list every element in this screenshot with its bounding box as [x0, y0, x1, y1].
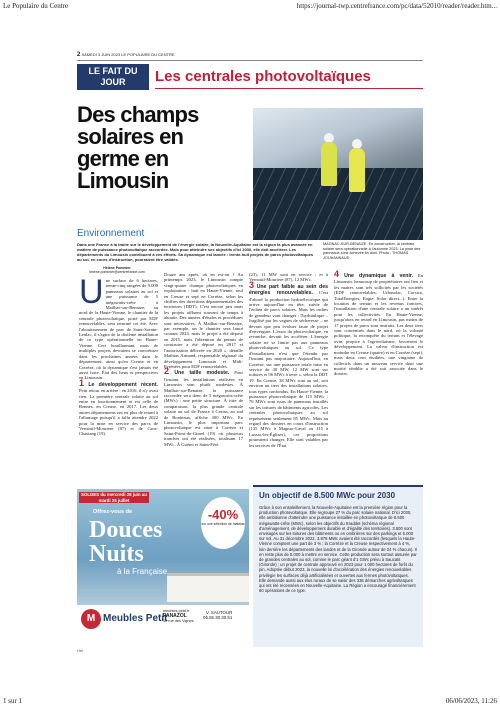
meubles-petit-logo-icon: M	[81, 609, 101, 629]
drop-cap: U	[79, 273, 104, 311]
col3-text: (23), 11 MW sont en service ; et à Vernouil-Mouriere (87), 12 MWc.	[249, 272, 328, 283]
kicker-box: LE FAIT DU JOUR	[77, 64, 149, 90]
worker-shape	[349, 148, 365, 192]
article-column-3: (23), 11 MW sont en service ; et à Vernouil-Mouriere (87), 12 MWc. 3 Une part faible au sein des énergies renouvelables. C'est d'abord la production hydroélectrique qui arrive aujourd'hui en tête, suivie de l'éolien de parcs solaires. Mais les ordres de grandeur vont changer : l'hydraulique – fragilisé par les vagues de sécheresse – ne devrait que peu évoluer faute de projet d'envergure. L'essor du photovoltaïque, en revanche, devrait les accélérer. L'énergie solaire ne se limite pas aux panneaux photovoltaïques au sol. Ce type d'installations n'est que l'étendu par l'instant pas majoritaire. Aujourd'hui, en Corrèze, sur une puissance totale mise en service de 40 MW, 12 MW sont sur toitures et 96 MWc à terre », selon la DDT 19. En Creuse, 38 MWc sont au sol, soit environ un tiers des installations solaires, tous types confondus. En Haute-Vienne, la puissance photovoltaïque de 115 MWc : 76 MWc sont issus de panneaux installés sur les toitures de bâtiments agricoles. Les centrales photovoltaïques au sol représentent seulement 85 MWc. Mais au regard des dossiers en cours d'instruction (135 MWc à Magnac-Laval ou 115 à Lussac-les-Églises), ces proportions pourraient changer. Elle sont valables par les services de l'État.	[249, 272, 328, 448]
ad-offer: Offrez-vous de	[93, 509, 133, 515]
col2-text: Douze ans après, où en est-on ? Au printemps 2023, le Limousin compte vingt-quatre champs photovoltaïques en exploitation : huit en Haute-Vienne, seul en Creuse et sept en Corrèze, selon les chiffres des directions départementales des territoires (DDT). C'est encore peu mais les projets affluent souvent de temps à aboutir. Des années d'études et procédures sont nécessaires. À Mailhac-sur-Benaize, par exemple, un le chantier sera lancé courant 2023, mais le projet a été déposé en 2015, mais l'obtention du permis de construire a été déposé en 2017 et l'autorisation délivrée en 2020 », détaille Mathias Armand, responsable régional du développement Limousin et Midi-Pyrénées pour EDF renouvelables.	[164, 272, 243, 369]
byline-email: helene.pommier@centrefrance.com	[89, 270, 145, 274]
ad-shop-address: 10 rue des Vignes	[163, 618, 194, 623]
ad-title-line1: Douces	[89, 517, 163, 543]
newspaper-page	[77, 52, 423, 652]
info-box-body: Grâce à son ensoleillement, la Nouvelle-Aquitaine est la première région pour la production photovoltaïque. Elle regroupe 27 % du parc solaire national. D'ici 2030, elle ambitionne d'atteindre une puissance installée en photovoltaïque de 8.500 mégawatts-crête (MWc), selon les objectifs du Sraddet (schéma régional d'aménagement, de développement durable et d'égalité des territoires). 3.500 sont envisagés sur les toitures des bâtiments ou en ombrières sur des parkings et 5.000 sur sol. Au 31 décembre 2022, 3.876 MWc avaient été raccordés (lesquels la Haute-Vienne comptent une part de 3 % ; la Corrèze et la Creuse respectivement à 4 %, loin derrière les départements des landes et de la Gironde autour de 24 % chacun). Il en reste plus de 5.000 à mettre en service. Cette production sera surtout assurée par de grandes centrales au sol, comme le parc géant d'1 GWc prévu à Saucats (Gironde) ; un projet de centrale approuvé en 2023 pour 1 000 hectares de forêt du pin. Adoptée début 2023, la nouvelle loi d'accélération des énergies renouvelables privilégie les surfaces déjà artificialisées et ouvertes aux fermes photovoltaïques. Elle demande aussi aux élus ruraux de se saisir des 336 démarches agrivoltaïques qui ont été recensées en Nouvelle-Aquitaine. La Région a encouragé financièrement 60 opérations de ce type.	[259, 505, 417, 594]
page-url[interactable]: https://journal-twp.centrefrance.com/pc/data/52010/reader/reader.htm...	[296, 2, 497, 10]
col2b-text: Pour l'instant, les installations réalisées en Limousin sont plutôt modestes. À Mailhac-sur-Benaize, la puissance raccordée sera donc de 5 mégawatts-crête (MWc) : une petite structure. À titre de comparaison, la plus grande centrale solaire au sol de France à Cestas, au sud de Bordeaux, affiche 300 MWc. En Limousin, le plus important parc photovoltaïque est situé à Corrèze et Saint-Priest-de-Gimel (19) où plusieurs tranches ont été réalisées, totalisant 17 MWc. À Guéret et Saint-Féol	[164, 370, 243, 447]
ad-site: meubles-petit.fr	[163, 609, 190, 613]
article-column-2: Douze ans après, où en est-on ? Au printemps 2023, le Limousin compte vingt-quatre champs photovoltaïques en exploitation : huit en Haute-Vienne, seul en Creuse et sept en Corrèze, selon les chiffres des directions départementales des territoires (DDT). C'est encore peu mais les projets affluent souvent de temps à aboutir. Des années d'études et procédures sont nécessaires. À Mailhac-sur-Benaize, par exemple, un le chantier sera lancé courant 2023, mais le projet a été déposé en 2015, mais l'obtention du permis de construire a été déposé en 2017 et l'autorisation délivrée en 2020 », détaille Mathias Armand, responsable régional du développement Limousin et Midi-Pyrénées pour EDF renouvelables. 2 Une taille modeste. Pour l'instant, les installations réalisées en Limousin sont plutôt modestes. À Mailhac-sur-Benaize, la puissance raccordée sera donc de 5 mégawatts-crête (MWc) : une petite structure. À titre de comparaison, la plus grande centrale solaire au sol de France à Cestas, au sud de Bordeaux, affiche 300 MWc. En Limousin, le plus important parc photovoltaïque est situé à Corrèze et Saint-Priest-de-Gimel (19) où plusieurs tranches ont été réalisées, totalisant 17 MWc. À Guéret et Saint-Féol	[164, 272, 243, 447]
folio-number: 2	[77, 52, 81, 58]
advertisement[interactable]	[77, 489, 249, 644]
ad-brand: Meubles Petit	[103, 613, 168, 624]
ad-title-line3: à la Française	[117, 567, 168, 576]
col4-text: En Limousin, beaucoup de propriétaires ont lieu et les maires sont très sollicités par les sociétés (EDF renouvelables, Urbasolar, Corsica, TotalEnergies, Engie, Solar direct...). Entre la location de terrain et les revenus fonciers, l'installation d'une centrale solaire a un intérêt pour les collectivités. En Haute-Vienne, jusqu'alors en retard en Limousin, pas moins de 17 projets de parcs sont instruits. Les deux tiers sont concentrés dans le nord, où la volonté politique, la reconquête du terrain et l'élevage ovin, propice à l'agrivoltaïsme, favorisent le développement. La valeur d'instruction est moindre en Creuse (quatre) et en Corrèze (sept), mais deux cent étudiées, une vingtaine de collectifs dans un nouveau service dont une moitié rétablie a été soit associée dans le dossier.	[334, 273, 423, 377]
subhead-3: Une part faible au sein des énergies renouvelables.	[249, 283, 328, 297]
page-note: Hbl	[77, 648, 84, 653]
ad-title-line2: Nuits	[89, 541, 144, 567]
folio-text: SAMEDI 3 JUIN 2023 LE POPULAIRE DU CENTRE	[81, 52, 175, 57]
ad-promo-badge	[201, 497, 245, 549]
article-column-4: 4 Une dynamique à venir. En Limousin, beaucoup de propriétaires ont lieu et les maires sont très sollicités par les sociétés (EDF renouvelables, Urbasolar, Corsica, TotalEnergies, Engie, Solar direct...). Entre la location de terrain et les revenus fonciers, l'installation d'une centrale solaire a un intérêt pour les collectivités. En Haute-Vienne, jusqu'alors en retard en Limousin, pas moins de 17 projets de parcs sont instruits. Les deux tiers sont concentrés dans le nord, où la volonté politique, la reconquête du terrain et l'élevage ovin, propice à l'agrivoltaïsme, favorisent le développement. La valeur d'instruction est moindre en Creuse (quatre) et en Corrèze (sept), mais deux cent étudiées, une vingtaine de collectifs dans un nouveau service dont une moitié rétablie a été soit associée dans le dossier.	[334, 269, 423, 377]
photo-caption: MAGNAC-SUR-BENAIZE. En construction, la centrale solaire sera opérationnelle à l'automne 2023. La pose des panneaux s'est achevée fin avril. Photo : THOMAS JOUHANNAUD	[323, 242, 421, 260]
ad-footer	[77, 605, 249, 644]
rubrique: Environnement	[77, 228, 145, 239]
subhead-2: Une taille modeste.	[174, 370, 230, 377]
article-column-1: U ne surface de 6 hectares, trente-cinq rangées de 9.000 panneaux solaires au sol et une puissance de 5 mégawatts-crête : à Mailhac-sur-Benaize, au nord de la Haute-Vienne, le chantier de la centrale photovoltaïque, porté par EDF renouvelables, sera terminé cet été. Avec l'aboutissement de parc de Saint-Sornin-Leulac, il s'agira de la dixième installation de ce type opérationnelle en Haute-Vienne. Ceci bouillonnant, mais de multiples projets devraient se concrétiser dans les prochaines années dans le département, ainsi qu'en Creuse et en Corrèze, où la dynamique s'est jamais été aussi forte. État des lieux et perspectives en Limousin. 1 Le développement récent. Petit retour en arrière : en 2016, il n'y avait rien. La première centrale solaire au sol entre en fonctionnement et est celle de Rennes, en Creuse, en 2017. Les deux autres départements ont eu plus de retard à l'allumage puisqu'il a fallu attendre 2022 pour la mise en service des parcs de Vernouil-Mouriere (87) et de Gros-Chastang (19).	[79, 273, 158, 437]
section-title: Les centrales photovoltaïques	[155, 66, 423, 89]
solar-panels-shape	[253, 168, 423, 240]
ad-shop-info	[163, 609, 194, 623]
ad-partner: V. SAUTOUR	[205, 610, 233, 615]
info-box-title: Un objectif de 8.500 MWc pour 2030	[259, 491, 396, 500]
browser-header	[0, 0, 500, 12]
tab-title: Le Populaire du Centre	[3, 2, 69, 10]
ad-promo-percent: -40%	[207, 507, 239, 522]
lead-paragraph: Dans une France à la traîne sur le développement de l'énergie solaire, la Nouvelle-Aquitaine est la région la plus avancée en matière de puissance photovoltaïque raccordée. Mais pour atteindre ses objectifs d'ici 2030, elle doit accélérer. Les départements du Limousin contribuent à ces efforts. Sa dynamique est lancée : trente-huit projets de parcs photovoltaïques au sol, en cours d'instruction, pourraient être validés.	[77, 242, 314, 262]
byline-author: Hélène Pommier	[103, 266, 131, 270]
col1b-text: Petit retour en arrière : en 2016, il n'y avait rien. La première centrale solaire au sol entre en fonctionnement et est celle de Rennes, en Creuse, en 2017. Les deux autres départements ont eu plus de retard à l'allumage puisqu'il a fallu attendre 2022 pour la mise en service des parcs de Vernouil-Mouriere (87) et de Gros-Chastang (19).	[79, 388, 158, 437]
worker-shape	[321, 142, 337, 186]
ad-banner: SOLDES du mercredi 28 juin au mardi 25 juillet	[79, 492, 149, 503]
folio	[77, 52, 423, 61]
subhead-4: Une dynamique à venir.	[344, 273, 414, 279]
col1-text: ne surface de 6 hectares, trente-cinq rangées de 9.000 panneaux solaires au sol et une puissance de 5 mégawatts-crête : à Mailhac-sur-Benaize, au nord de la Haute-Vienne, le chantier de la centrale photovoltaïque, porté par EDF renouvelables, sera terminé cet été. Avec l'aboutissement de parc de Saint-Sornin-Leulac, il s'agira de la dixième installation de ce type opérationnelle en Haute-Vienne. Ceci bouillonnant, mais de multiples projets devraient se concrétiser dans les prochaines années dans le département, ainsi qu'en Creuse et en Corrèze, où la dynamique s'est jamais été aussi forte. État des lieux et perspectives en Limousin.	[79, 278, 158, 381]
col3b-text: C'est d'abord la production hydroélectrique qui arrive aujourd'hui en tête, suivie de l'éolien de parcs solaires. Mais les ordres de grandeur vont changer : l'hydraulique – fragilisé par les vagues de sécheresse – ne devrait que peu évoluer faute de projet d'envergure. L'essor du photovoltaïque, en revanche, devrait les accélérer. L'énergie solaire ne se limite pas aux panneaux photovoltaïques au sol. Ce type d'installations n'est que l'étendu par l'instant pas majoritaire. Aujourd'hui, en Corrèze, sur une puissance totale mise en service de 40 MW, 12 MW sont sur toitures et 96 MWc à terre », selon la DDT 19. En Creuse, 38 MWc sont au sol, soit environ un tiers des installations solaires, tous types confondus. En Haute-Vienne, la puissance photovoltaïque de 115 MWc : 76 MWc sont issus de panneaux installés sur les toitures de bâtiments agricoles. Les centrales photovoltaïques au sol représentent seulement 85 MWc. Mais au regard des dossiers en cours d'instruction (135 MWc à Magnac-Laval ou 115 à Lussac-les-Églises), ces proportions pourraient changer. Elle sont valables par les services de l'État.	[249, 290, 328, 448]
ad-partner-info	[203, 610, 232, 621]
info-box	[253, 485, 423, 647]
ad-phone: 05.55.30.30.51	[203, 615, 233, 621]
print-timestamp: 06/06/2023, 11:26	[445, 697, 497, 705]
mattress-shape	[167, 573, 249, 602]
headline: Des champs solaires en germe en Limousin	[77, 102, 199, 193]
ad-promo-note: sur une sélection de matelas	[201, 522, 245, 526]
browser-footer	[0, 696, 500, 707]
ad-shop-name: PANAZOL	[163, 612, 187, 619]
solar-farm-photo	[253, 108, 423, 240]
subhead-1: Le développement récent.	[88, 381, 158, 388]
page-counter: 1 sur 1	[3, 697, 23, 705]
